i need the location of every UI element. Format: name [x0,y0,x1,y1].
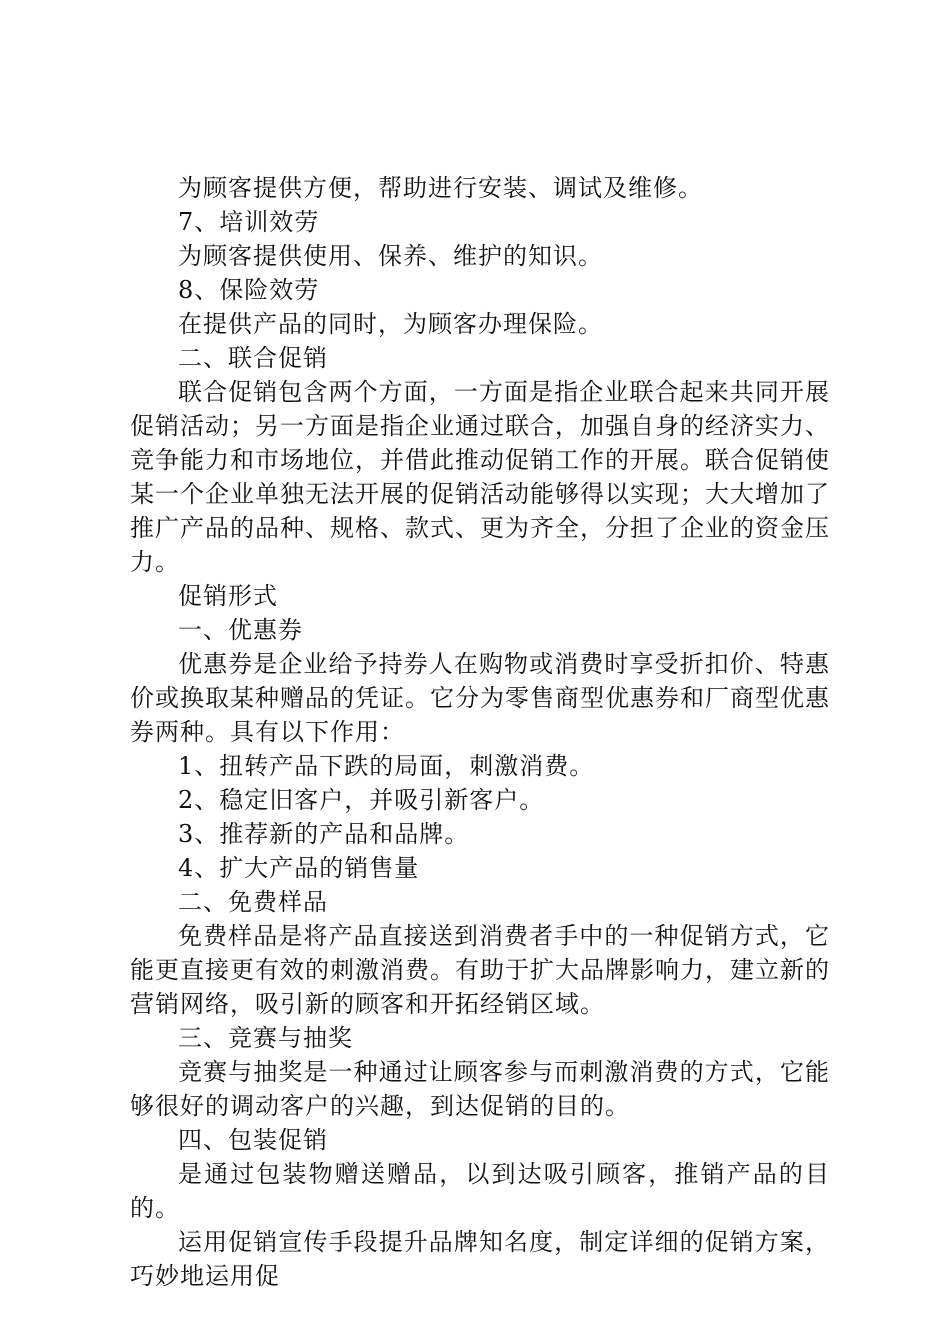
paragraph: 免费样品是将产品直接送到消费者手中的一种促销方式，它能更直接更有效的刺激消费。有助于扩大品牌影响力，建立新的营销网络，吸引新的顾客和开拓经销区域。 [130,922,830,1018]
section-heading: 二、免费样品 [178,888,328,916]
paragraph: 运用促销宣传手段提升品牌知名度，制定详细的促销方案，巧妙地运用促 [130,1228,830,1290]
list-item: 2、稳定旧客户，并吸引新客户。 [178,786,545,814]
paragraph: 为顾客提供使用、保养、维护的知识。 [178,242,603,270]
paragraph: 优惠券是企业给予持券人在购物或消费时享受折扣价、特惠价或换取某种赠品的凭证。它分为零售商型优惠券和厂商型优惠券两种。具有以下作用： [130,650,830,746]
paragraph: 在提供产品的同时，为顾客办理保险。 [178,310,603,338]
paragraph: 竞赛与抽奖是一种通过让顾客参与而刺激消费的方式，它能够很好的调动客户的兴趣，到达促销的目的。 [130,1058,830,1120]
list-item: 1、扭转产品下跌的局面，刺激消费。 [178,752,595,780]
paragraph: 为顾客提供方便，帮助进行安装、调试及维修。 [178,174,703,202]
section-heading: 7、培训效劳 [178,208,320,236]
paragraph: 联合促销包含两个方面，一方面是指企业联合起来共同开展促销活动；另一方面是指企业通过联合，加强自身的经济实力、竞争能力和市场地位，并借此推动促销工作的开展。联合促销使某一个企业单独无法开展的促销活动能够得以实现；大大增加了推广产品的品种、规格、款式、更为齐全，分担了企业的资金压力。 [130,378,830,576]
section-heading: 促销形式 [178,582,278,610]
section-heading: 四、包装促销 [178,1126,328,1154]
paragraph: 是通过包装物赠送赠品，以到达吸引顾客，推销产品的目的。 [130,1160,830,1222]
section-heading: 三、竞赛与抽奖 [178,1024,353,1052]
section-heading: 二、联合促销 [178,344,328,372]
list-item: 4、扩大产品的销售量 [178,854,420,882]
document-body [130,171,830,1293]
section-heading: 一、优惠券 [178,616,303,644]
list-item: 3、推荐新的产品和品牌。 [178,820,470,848]
section-heading: 8、保险效劳 [178,276,320,304]
